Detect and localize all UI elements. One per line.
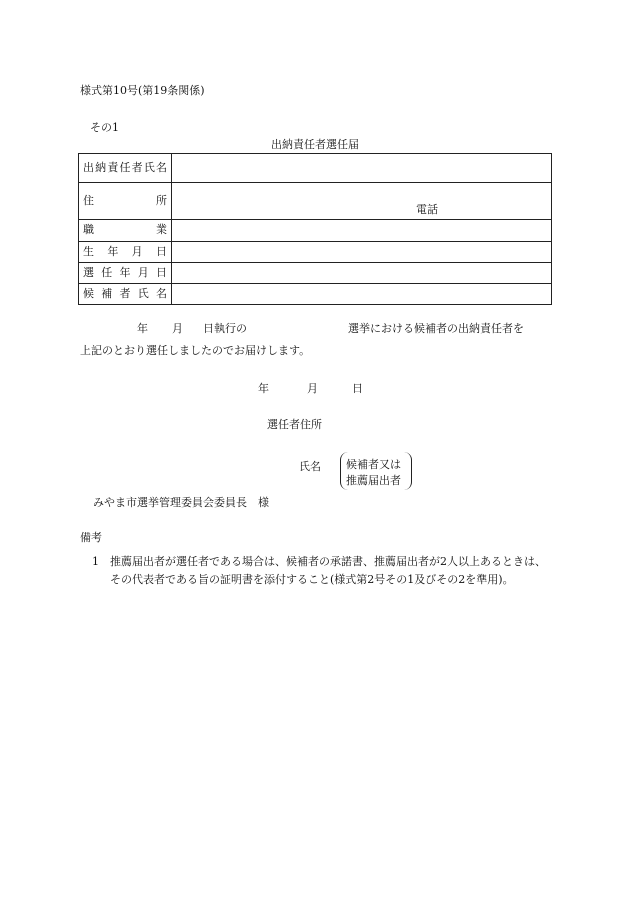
document-title: 出納責任者選任届 <box>271 138 359 151</box>
label-treasurer-name: 出納責任者氏名 <box>79 154 172 183</box>
label-address: 住所 <box>79 183 172 220</box>
label-candidate-name: 候補者氏名 <box>79 284 172 305</box>
table-row <box>79 220 552 242</box>
info-table <box>78 153 552 305</box>
table-row <box>79 263 552 284</box>
bracket-text-line1: 候補者又は <box>346 458 401 471</box>
label-appointment-date: 選任年月日 <box>79 263 172 284</box>
field-occupation[interactable] <box>172 220 552 242</box>
field-treasurer-name[interactable] <box>172 154 552 183</box>
table-row <box>79 242 552 263</box>
phone-label: 電話 <box>416 203 438 216</box>
form-reference: 様式第10号(第19条関係) <box>80 84 205 97</box>
addressee: みやま市選挙管理委員会委員長 様 <box>93 496 269 509</box>
form-variant-label: その1 <box>90 121 119 134</box>
label-birthdate: 生年月日 <box>79 242 172 263</box>
field-candidate-name[interactable] <box>172 284 552 305</box>
table-row <box>79 183 552 220</box>
table-row <box>79 284 552 305</box>
field-address[interactable] <box>172 183 552 220</box>
field-appointment-date[interactable] <box>172 263 552 284</box>
label-occupation: 職業 <box>79 220 172 242</box>
remark-item: 1 推薦届出者が選任者である場合は、候補者の承諾書、推薦届出者が2人以上あるときは、その代表者である旨の証明書を添付すること(様式第2号その1及びその2を準用)。 <box>92 555 546 586</box>
table-row <box>79 154 552 183</box>
field-birthdate[interactable] <box>172 242 552 263</box>
remarks-title: 備考 <box>80 531 102 544</box>
bracket-text-line2: 推薦届出者 <box>346 474 401 487</box>
name-label: 氏名 <box>299 460 321 473</box>
submission-date: 年 月 日 <box>258 382 363 395</box>
body-paragraph-line2: 上記のとおり選任しましたのでお届けします。 <box>80 344 311 357</box>
appointer-address-label: 選任者住所 <box>267 418 322 431</box>
body-paragraph-line1: 年 月 日執行の 選挙における候補者の出納責任者を <box>137 322 524 335</box>
